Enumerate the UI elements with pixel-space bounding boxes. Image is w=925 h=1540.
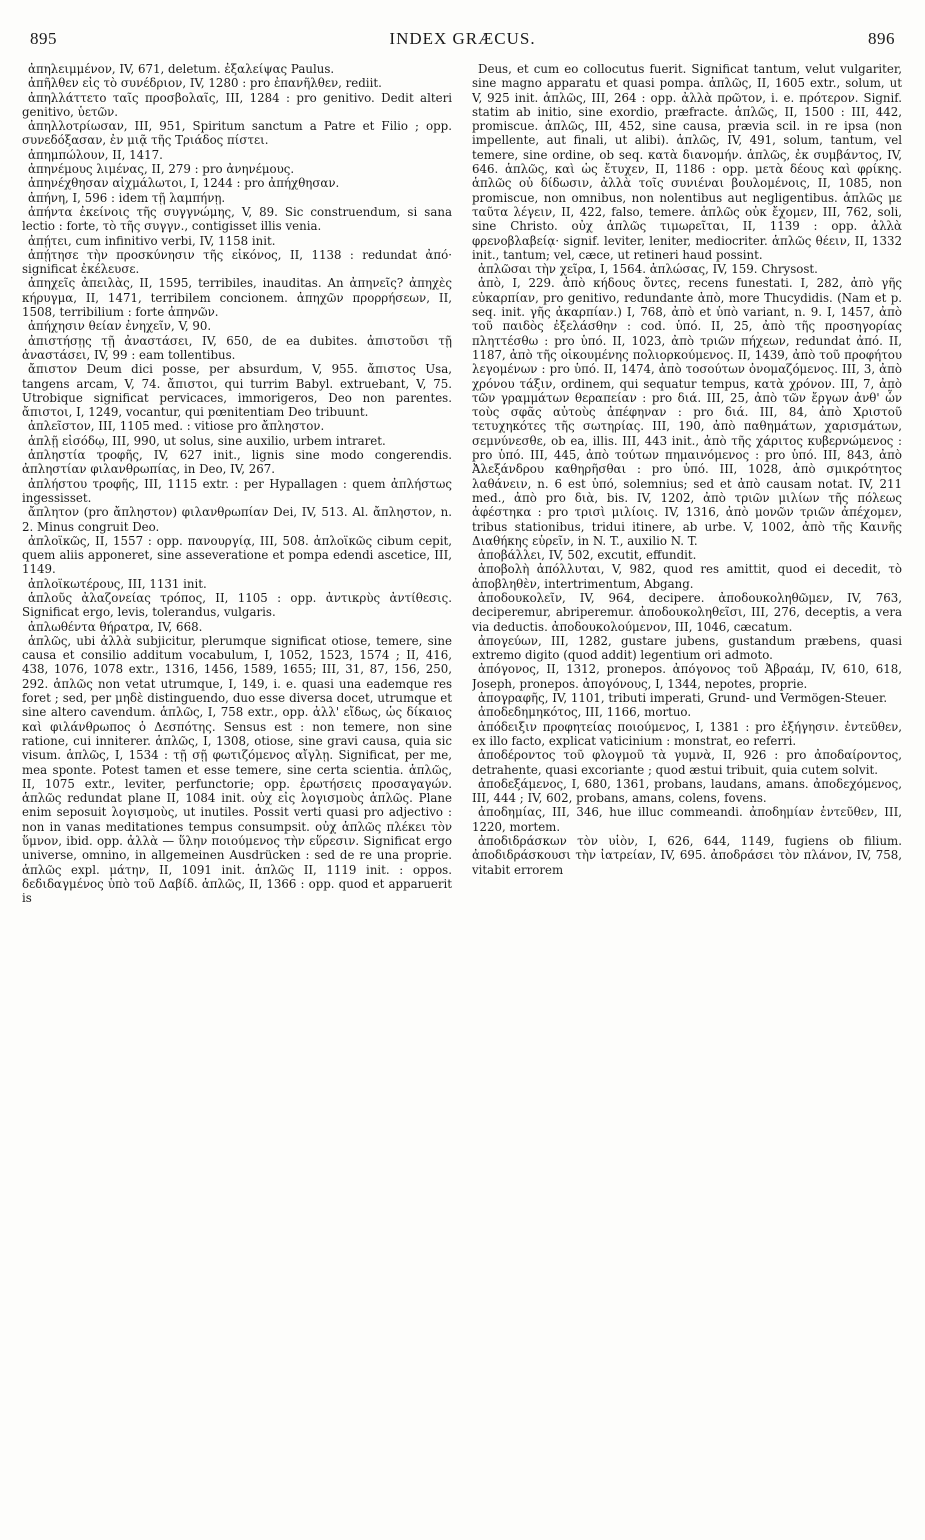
- index-entry: Deus, et cum eo collocutus fuerit. Significat tantum, velut vulgariter, sine magno apparatu et quasi pompa. ἁπλῶς, II, 1605 extr., solum, ut V, 925 init. ἁπλῶς, III, 264 : opp. ἀλλὰ πρῶτον, i. e. πρότερον. Signif. statim ab initio, sine exordio, præfracte. ἁπλῶς, II, 1500 : III, 442, promiscue. ἁπλῶς, III, 452, sine causa, prævia scil. in re ipsa (non impellente, aut finali, ut alibi). ἁπλῶς, IV, 491, solum, tantum, vel temere, sine ordine, ob seq. κατὰ διανομήν. ἁπλῶς, ἐκ συμβάντος, IV, 646. ἁπλῶς, καὶ ὡς ἔτυχεν, II, 1186 : opp. μετὰ δέους καὶ φρίκης. ἁπλῶς οὐ δίδωσιν, ἀλλὰ τοῖς συνιέναι βουλομένοις, II, 1085, non promiscue, non omnibus, non nolentibus aut negligentibus. ἁπλῶς με ταῦτα λέγειν, II, 422, falso, temere. ἁπλῶς οὐκ ἔχομεν, III, 762, soli, sine Christo. οὐχ ἁπλῶς τιμωρεῖται, II, 1139 : opp. ἀλλὰ φρενοβλαβείᾳ· signif. leviter, leniter, mediocriter. ἁπλῶς θέειν, II, 1332 init., tantum; vel, cæce, ut retineri haud possint.: [472, 62, 902, 262]
- index-entry: ἀποβάλλει, IV, 502, excutit, effundit.: [478, 548, 697, 563]
- running-title: INDEX GRÆCUS.: [389, 29, 536, 48]
- page-number-left: 895: [30, 29, 57, 48]
- index-entry: ἀπὸ, I, 229. ἀπὸ κήδους ὄντες, recens funestati. I, 282, ἀπὸ γῆς εὐκαρπίαν, pro genitivo, redundante ἀπὸ, more Thucydidis. (Nam et p. seq. init. γῆς ἀκαρπίαν.) I, 768, ἀπὸ et ὑπὸ variant, n. 9. I, 1457, ἀπὸ τοῦ παιδὸς ἐξελάσθην : cod. ὑπό. II, 25, ἀπὸ τῆς προσηγορίας πληττέσθω : pro ὑπό. II, 1023, ἀπὸ τριῶν πήχεων, redundat ἀπό. II, 1187, ἀπὸ τῆς οἰκουμένης πολιορκούμενος. II, 1439, ἀπὸ τοῦ προφήτου λεγομένων : pro ὑπό. II, 1474, ἀπὸ τοσούτων ὀνομαζόμενος. III, 3, ἀπὸ χρόνου τάξιν, ordinem, qui sequatur tempus, κατὰ χρόνον. III, 7, ἀπὸ τῶν γραμμάτων θεραπείαν : pro διά. III, 25, ἀπὸ τῶν ἔργων ἀνθ' ὧν τοὺς σφᾶς αὐτοὺς ἀπέφηναν : pro διά. III, 84, ἀπὸ Χριστοῦ τετυχηκότες τῆς σωτηρίας. III, 190, ἀπὸ παθημάτων, χαρισμάτων, σεμνύνεσθε, ob ea, illis. III, 443 init., ἀπὸ τῆς χάριτος κυβερνώμενος : pro ὑπό. III, 445, ἀπὸ τούτων πημαινόμενος : pro ὑπό. III, 843, ἀπὸ Ἀλεξάνδρου καθηρῆσθαι : pro ὑπό. III, 1028, ἀπὸ σμικρότητος λαθάνειν, n. 6 est ὑπό, solemnius; sed et ἀπὸ causam notat. IV, 211 med., ἀπὸ pro διὰ, bis. IV, 1202, ἀπὸ τριῶν μιλίων τῆς πόλεως ἀφέστηκα : pro τρισὶ μιλίοις. IV, 1316, ἀπὸ μονῶν τριῶν ἀπέχομεν, tribus stationibus, tridui itinere, ab urbe. V, 1002, ἀπὸ τῆς Καινῆς Διαθήκης εὑρεῖν, in N. T., auxilio N. T.: [472, 276, 902, 548]
- index-entry: ἀπηνέχθησαν αἰχμάλωτοι, I, 1244 : pro ἀπήχθησαν.: [28, 176, 340, 191]
- index-entry: ἀπηλλοτρίωσαν, III, 951, Spiritum sanctum a Patre et Filio ; opp. συνεδόξασαν, ἐν μιᾷ τῆς Τριάδος πίστει.: [22, 119, 452, 148]
- index-entry: ἀπήχησιν θείαν ἐνηχεῖν, V, 90.: [28, 319, 212, 334]
- page-number-right: 896: [868, 29, 895, 48]
- index-entry: ἀποδέροντος τοῦ φλογμοῦ τὰ γυμνὰ, II, 926 : pro ἀποδαίροντος, detrahente, quasi excoriante ; quod æstui tribuit, quia cutem solvit.: [472, 748, 902, 777]
- index-entry: ἀπληστία τροφῆς, IV, 627 init., lignis sine modo congerendis. ἀπληστίαν φιλανθρωπίας, in Deo, IV, 267.: [22, 448, 452, 477]
- index-entry: ἀπλῶσαι τὴν χεῖρα, I, 1564. ἀπλώσας, IV, 159. Chrysost.: [478, 262, 818, 277]
- right-column: [472, 62, 902, 1530]
- index-entry: ἀπῆλθεν εἰς τὸ συνέδριον, IV, 1280 : pro ἐπανῆλθεν, rediit.: [28, 76, 382, 91]
- index-entry: ἀποβολὴ ἀπόλλυται, V, 982, quod res amittit, quod ei decedit, τὸ ἀποβληθὲν, intertrimentum, Abgang.: [472, 562, 902, 591]
- index-entry: ἄπιστον Deum dici posse, per absurdum, V, 955. ἄπιστος Usa, tangens arcam, V, 74. ἄπιστοι, qui turrim Babyl. extruebant, V, 75. Utrobique significat pervicaces, immorigeros, Deo non parentes. ἄπιστοι, I, 1249, vocantur, qui pœnitentiam Deo tribuunt.: [22, 362, 452, 420]
- index-entry: ἀπῄτησε τὴν προσκύνησιν τῆς εἰκόνος, II, 1138 : redundat ἀπό· significat ἐκέλευσε.: [22, 247, 452, 277]
- index-entry: ἀπιστήσῃς τῇ ἀναστάσει, IV, 650, de ea dubites. ἀπιστοῦσι τῇ ἀναστάσει, IV, 99 : eam tollentibus.: [22, 333, 452, 362]
- left-column: [22, 62, 452, 1530]
- index-entry: ἀπήνη, I, 596 : idem τῇ λαμπήνῃ.: [28, 190, 226, 205]
- index-entry: ἀποδιδράσκων τὸν υἱὸν, I, 626, 644, 1149, fugiens ob filium. ἀποδιδράσκουσι τὴν ἰατρείαν, IV, 695. ἀποδράσει τὸν πλάνον, IV, 758, vitabit errorem: [472, 834, 902, 877]
- index-entry: ἀπημπώλουν, II, 1417.: [28, 147, 163, 162]
- index-entry: ἀπόδειξιν προφητείας ποιούμενος, I, 1381 : pro ἐξήγησιν. ἐντεῦθεν, ex illo facto, explicat vaticinium : monstrat, eo referri.: [472, 719, 902, 748]
- index-entry: ἀπλωθέντα θήρατρα, IV, 668.: [28, 619, 203, 634]
- index-entry: ἁπλοῦς ἀλαζονείας τρόπος, II, 1105 : opp. ἀντικρὺς ἀντίθεσις. Significat ergo, levis, tolerandus, vulgaris.: [22, 590, 452, 620]
- index-entry: ἀπηνέμους λιμένας, II, 279 : pro ἀνηνέμους.: [28, 162, 295, 177]
- index-entry: ἀπηλλάττετο ταῖς προσβολαῖς, III, 1284 : pro genitivo. Dedit alteri genitivo, ὑετῶν.: [22, 90, 452, 119]
- index-entry: ἁπλῇ εἰσόδῳ, III, 990, ut solus, sine auxilio, urbem intraret.: [28, 433, 386, 448]
- index-entry: ἀπλήστου τροφῆς, III, 1115 extr. : per Hypallagen : quem ἀπλήστως ingessisset.: [22, 476, 452, 505]
- index-entry: ἀπηχεῖς ἀπειλὰς, II, 1595, terribiles, inauditas. An ἀπηνεῖς? ἀπηχὲς κήρυγμα, II, 1471, terribilem concionem. ἀπηχῶν προρρήσεων, II, 1508, terribilium : forte ἀπηνῶν.: [22, 276, 452, 320]
- index-entry: ἀποδουκολεῖν, IV, 964, decipere. ἀποδουκοληθῶμεν, IV, 763, deciperemur, abriperemur. ἀποδουκοληθεῖσι, III, 276, deceptis, a vera via deductis. ἀποδουκολούμενον, III, 1046, cæcatum.: [472, 590, 902, 634]
- index-entry: ἀπλοϊκῶς, II, 1557 : opp. πανουργίᾳ, III, 508. ἀπλοϊκῶς cibum cepit, quem aliis apponeret, sine asseveratione et pompa edendi ascetice, III, 1149.: [22, 533, 452, 577]
- index-entry: ἁπλῶς, ubi ἀλλὰ subjicitur, plerumque significat otiose, temere, sine causa et consilio additum vocabulum, I, 1052, 1523, 1574 ; II, 416, 438, 1076, 1078 extr., 1316, 1456, 1589, 1655; III, 31, 87, 156, 250, 292. ἁπλῶς non vetat utrumque, I, 149, i. e. quasi una eademque res foret ; sed, per μηδὲ distinguendo, duo esse diversa docet, utrumque et sine altero cavendum. ἁπλῶς, I, 758 extr., opp. ἀλλ' εἴδως, ὡς δίκαιος καὶ φιλάνθρωπος ὁ Δεσπότης. Sensus est : non temere, non sine ratione, cui inniterer. ἁπλῶς, I, 1308, otiose, sine gravi causa, quia sic visum. ἁπλῶς, I, 1534 : τῇ σῇ φωτιζόμενος αἴγλῃ. Significat, per me, mea sponte. Potest tamen et esse temere, sine certa scientia. ἁπλῶς, II, 1075 extr., leviter, perfunctorie; opp. ἐρωτήσεις προσαγαγών. ἁπλῶς redundat plane II, 1084 init. οὐχ εἰς λογισμοὺς ἁπλῶς. Plane enim seposuit λογισμοὺς, ut inutiles. Possit verti quasi pro adjectivo : non in vanas meditationes tempus consumpsit. οὐχ ἁπλῶς πλέκει τὸν ὕμνον, ibid. opp. ἀλλὰ — ὕλην ποιούμενος τὴν εὕρεσιν. Significat ergo universe, omnino, in allgemeinen Ausdrücken : sed de re una proprie. ἁπλῶς expl. μάτην, II, 1091 init. ἁπλῶς II, 1119 init. : oppos. δεδιδαγμένος ὑπὸ τοῦ Δαβίδ. ἁπλῶς, II, 1366 : opp. quod et apparuerit is: [22, 633, 452, 906]
- index-entry: ἀπογραφῆς, IV, 1101, tributi imperati, Grund- und Vermögen-Steuer.: [478, 691, 888, 706]
- page-header: [30, 28, 895, 52]
- index-entry: ἀπλοϊκωτέρους, III, 1131 init.: [28, 576, 207, 591]
- index-entry: ἀπηλειμμένον, IV, 671, deletum. ἐξαλείψας Paulus.: [28, 62, 335, 76]
- index-entry: ἀποδεξάμενος, I, 680, 1361, probans, laudans, amans. ἀποδεχόμενος, III, 444 ; IV, 602, probans, amans, colens, fovens.: [472, 776, 902, 806]
- index-entry: ἀποδεδημηκότος, III, 1166, mortuo.: [478, 705, 692, 720]
- index-entry: ἀπογεύων, III, 1282, gustare jubens, gustandum præbens, quasi extremo digito (quod addit) legentium ori admoto.: [472, 633, 902, 663]
- index-entry: ἀπήντα ἐκείνοις τῆς συγγνώμης, V, 89. Sic construendum, si sana lectio : forte, τὸ τῆς συγγν., contigisset illis venia.: [22, 204, 452, 234]
- index-entry: ἄπλητον (pro ἄπληστον) φιλανθρωπίαν Dei, IV, 513. Al. ἄπληστον, n. 2. Minus congruit Deo.: [22, 505, 452, 534]
- index-entry: ἀπῄτει, cum infinitivo verbi, IV, 1158 init.: [28, 233, 276, 248]
- index-entry: ἀπόγονος, II, 1312, pronepos. ἀπόγονος τοῦ Ἀβραάμ, IV, 610, 618, Joseph, pronepos. ἀπογόνους, I, 1344, nepotes, proprie.: [472, 662, 902, 691]
- index-entry: ἀπλεῖστον, III, 1105 med. : vitiose pro ἄπληστον.: [28, 419, 325, 434]
- index-entry: ἀποδημίας, III, 346, hue illuc commeandi. ἀποδημίαν ἐντεῦθεν, III, 1220, mortem.: [472, 805, 902, 834]
